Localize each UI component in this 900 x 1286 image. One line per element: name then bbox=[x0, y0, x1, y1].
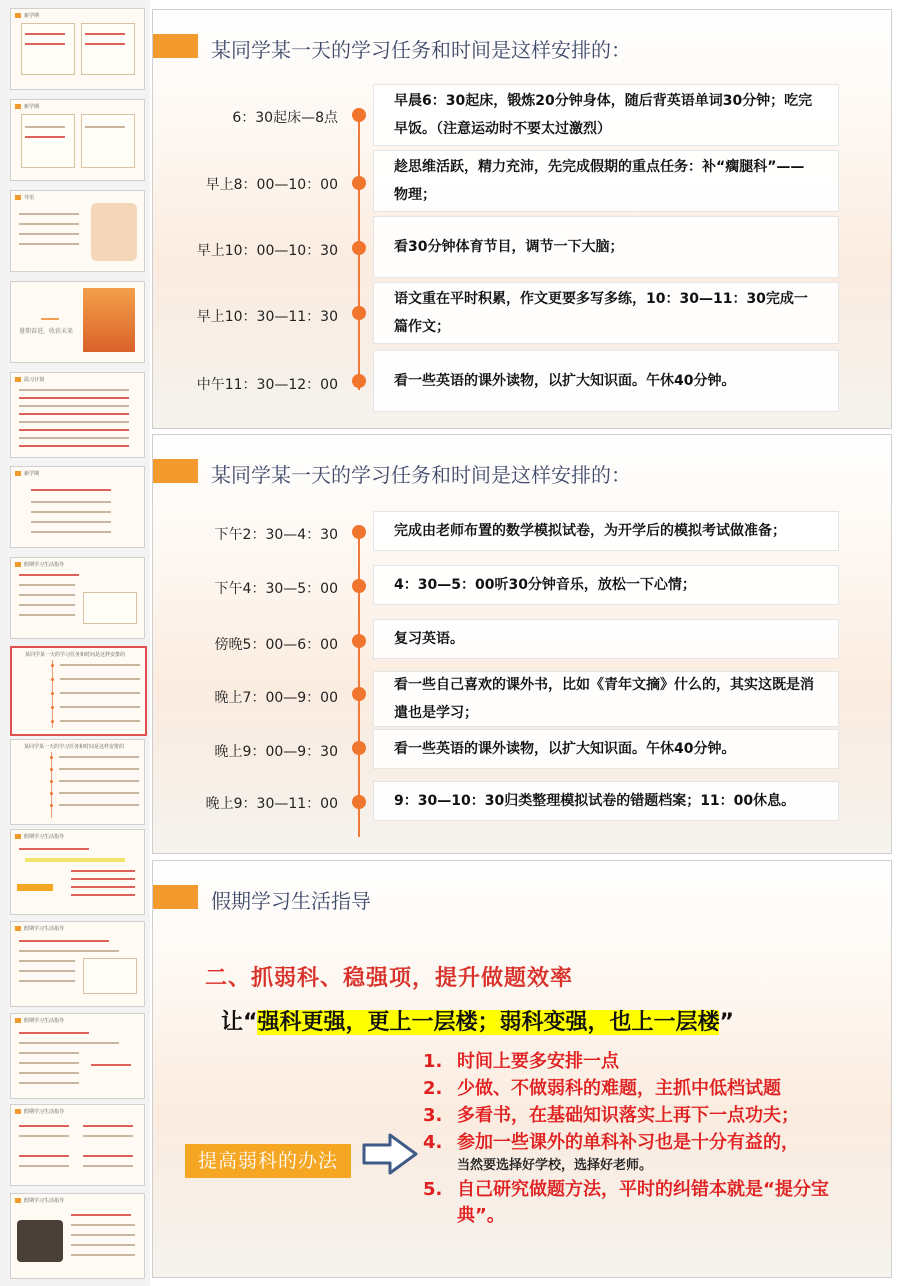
schedule-item: 9：30—10：30归类整理模拟试卷的错题档案；11：00休息。 bbox=[373, 781, 839, 821]
thumb-line bbox=[19, 445, 129, 447]
slide-thumbnail-11[interactable] bbox=[10, 921, 145, 1007]
arrow-right-icon bbox=[360, 1129, 420, 1179]
thumb-accent-bar bbox=[15, 562, 21, 567]
thumb-line bbox=[85, 43, 125, 45]
thumb-line bbox=[25, 43, 65, 45]
timeline-dot bbox=[352, 634, 366, 648]
timeline-dot bbox=[352, 741, 366, 755]
timeline-dot bbox=[352, 795, 366, 809]
thumb-line bbox=[19, 980, 75, 982]
thumb-line bbox=[19, 1052, 79, 1054]
thumb-line bbox=[19, 584, 75, 586]
thumb-line bbox=[19, 614, 75, 616]
thumb-line bbox=[19, 213, 79, 215]
method-list bbox=[423, 1049, 847, 1230]
thumb-accent-bar bbox=[15, 926, 21, 931]
thumb-line bbox=[19, 397, 129, 399]
thumb-line bbox=[41, 318, 59, 320]
slide-study-guide bbox=[152, 860, 892, 1278]
thumb-line bbox=[25, 136, 65, 138]
schedule-item: 语文重在平时积累，作文更要多写多练，10：30—11：30完成一篇作文； bbox=[373, 282, 839, 344]
slide-schedule-morning bbox=[152, 9, 892, 429]
slide-title: 某同学某一天的学习任务和时间是这样安排的： bbox=[211, 38, 631, 62]
time-label: 晚上7：00—9：00 bbox=[214, 690, 338, 706]
thumb-line bbox=[59, 780, 139, 782]
quote-line bbox=[221, 1005, 734, 1036]
thumb-line bbox=[19, 421, 129, 423]
item-text: 时间上要多安排一点 bbox=[457, 1051, 619, 1072]
list-item bbox=[423, 1103, 847, 1129]
thumb-line bbox=[19, 1165, 69, 1167]
thumb-line bbox=[19, 413, 129, 415]
thumb-title: 某同学某一天的学习任务和时间是这样安排的 bbox=[25, 652, 126, 658]
item-number: 5. bbox=[423, 1179, 443, 1200]
thumb-line bbox=[71, 1244, 135, 1246]
timeline-dot bbox=[352, 306, 366, 320]
thumb-line bbox=[19, 223, 79, 225]
thumb-line bbox=[19, 1042, 119, 1044]
item-text: 参加一些课外的单科补习也是十分有益的， bbox=[457, 1132, 799, 1153]
illustration-image bbox=[91, 203, 137, 261]
schedule-item: 看30分钟体育节目，调节一下大脑； bbox=[373, 216, 839, 278]
thumb-line bbox=[83, 1135, 133, 1137]
thumb-line bbox=[19, 574, 79, 576]
thumb-dot bbox=[51, 664, 54, 667]
slide-thumbnail-13[interactable] bbox=[10, 1104, 145, 1186]
time-label: 下午4：30—5：00 bbox=[214, 581, 338, 597]
thumb-title: 某同学某一天的学习任务和时间是这样安排的 bbox=[24, 744, 125, 750]
schedule-item: 趁思维活跃，精力充沛，先完成假期的重点任务：补“瘸腿科”——物理； bbox=[373, 150, 839, 212]
thumb-dot bbox=[50, 768, 53, 771]
thumb-title: 假期学习生活指导 bbox=[24, 834, 65, 840]
thumb-accent-bar bbox=[15, 1198, 21, 1203]
thumb-line bbox=[19, 1032, 89, 1034]
thumb-title: 新学期 bbox=[24, 471, 40, 477]
timeline-dot bbox=[352, 579, 366, 593]
thumb-line bbox=[71, 870, 135, 872]
thumb-title: 假期学习生活指导 bbox=[24, 562, 65, 568]
timeline-dot bbox=[352, 525, 366, 539]
thumb-box bbox=[81, 114, 135, 168]
thumb-line bbox=[19, 594, 75, 596]
photo-image bbox=[17, 1220, 63, 1262]
slide-thumbnail-panel bbox=[0, 0, 150, 1286]
thumb-title: 假期学习生活指导 bbox=[24, 1109, 65, 1115]
thumb-line bbox=[71, 1234, 135, 1236]
quote-close: ” bbox=[719, 1010, 734, 1035]
thumb-line bbox=[19, 243, 79, 245]
slide-thumbnail-1[interactable] bbox=[10, 8, 145, 90]
thumb-title: 新学期 bbox=[24, 104, 40, 110]
thumb-line bbox=[59, 756, 139, 758]
thumb-dot bbox=[51, 692, 54, 695]
thumb-title: 假期学习生活指导 bbox=[24, 1018, 65, 1024]
item-text: 少做、不做弱科的难题，主抓中低档试题 bbox=[457, 1078, 781, 1099]
time-label: 早上10：30—11：30 bbox=[196, 309, 338, 325]
thumb-line bbox=[59, 792, 139, 794]
sunset-image bbox=[83, 288, 135, 352]
thumb-line bbox=[31, 501, 111, 503]
time-label: 晚上9：30—11：00 bbox=[205, 796, 338, 812]
slide-thumbnail-9[interactable] bbox=[10, 739, 145, 825]
thumb-line bbox=[19, 389, 129, 391]
thumb-line bbox=[19, 1155, 69, 1157]
thumb-accent-bar bbox=[15, 1109, 21, 1114]
thumb-accent-bar bbox=[15, 195, 21, 200]
slide-thumbnail-2[interactable] bbox=[10, 99, 145, 181]
thumb-dot bbox=[50, 804, 53, 807]
slide-thumbnail-12[interactable] bbox=[10, 1013, 145, 1099]
timeline-line bbox=[358, 525, 360, 837]
thumb-caption: 暑期奋进，收获未来 bbox=[19, 328, 74, 335]
title-accent-bar bbox=[153, 34, 198, 58]
timeline-dot bbox=[352, 241, 366, 255]
thumb-line bbox=[71, 886, 135, 888]
slide-schedule-afternoon bbox=[152, 434, 892, 854]
thumb-line bbox=[25, 126, 65, 128]
thumb-line bbox=[83, 1155, 133, 1157]
item-number: 2. bbox=[423, 1078, 443, 1099]
thumb-highlight bbox=[25, 858, 125, 862]
item-number: 4. bbox=[423, 1132, 443, 1153]
slide-thumbnail-4[interactable] bbox=[10, 281, 145, 363]
thumb-line bbox=[19, 604, 75, 606]
thumb-line bbox=[31, 511, 111, 513]
thumb-line bbox=[19, 970, 75, 972]
slide-thumbnail-10[interactable] bbox=[10, 829, 145, 915]
thumb-line bbox=[19, 1072, 79, 1074]
thumb-line bbox=[19, 940, 109, 942]
timeline-dot bbox=[352, 176, 366, 190]
thumb-box bbox=[83, 958, 137, 994]
thumb-line bbox=[71, 878, 135, 880]
slide-thumbnail-3[interactable] bbox=[10, 190, 145, 272]
time-label: 晚上9：00—9：30 bbox=[214, 744, 338, 760]
slide-thumbnail-14[interactable] bbox=[10, 1193, 145, 1279]
thumb-line bbox=[71, 1254, 135, 1256]
slide-thumbnail-7[interactable] bbox=[10, 557, 145, 639]
list-item bbox=[423, 1177, 847, 1229]
section-heading: 二、抓弱科、稳强项，提升做题效率 bbox=[205, 966, 574, 991]
item-text: 自己研究做题方法，平时的纠错本就是“提分宝典”。 bbox=[457, 1179, 829, 1226]
thumb-line bbox=[85, 126, 125, 128]
thumb-box bbox=[83, 592, 137, 624]
thumb-dot bbox=[50, 756, 53, 759]
slide-thumbnail-5[interactable] bbox=[10, 372, 145, 458]
thumb-dot bbox=[50, 780, 53, 783]
schedule-item: 看一些英语的课外读物，以扩大知识面。午休40分钟。 bbox=[373, 350, 839, 412]
thumb-line bbox=[19, 429, 129, 431]
time-label: 6：30起床—8点 bbox=[232, 110, 338, 126]
thumb-box bbox=[21, 23, 75, 75]
title-accent-bar bbox=[153, 459, 198, 483]
thumb-line bbox=[60, 692, 140, 694]
thumb-line bbox=[59, 804, 139, 806]
thumb-title: 温习计划 bbox=[24, 377, 45, 383]
schedule-item: 完成由老师布置的数学模拟试卷，为开学后的模拟考试做准备； bbox=[373, 511, 839, 551]
schedule-item: 复习英语。 bbox=[373, 619, 839, 659]
thumb-line bbox=[19, 1135, 69, 1137]
thumb-line bbox=[71, 894, 135, 896]
item-text: 多看书，在基础知识落实上再下一点功夫； bbox=[457, 1105, 799, 1126]
thumb-dot bbox=[51, 706, 54, 709]
thumb-accent-bar bbox=[15, 471, 21, 476]
thumb-line bbox=[71, 1224, 135, 1226]
time-label: 傍晚5：00—6：00 bbox=[214, 637, 338, 653]
thumb-accent-bar bbox=[15, 1018, 21, 1023]
thumb-line bbox=[60, 720, 140, 722]
thumb-line bbox=[31, 521, 111, 523]
time-label: 早上8：00—10：00 bbox=[205, 177, 338, 193]
thumb-title: 假期学习生活指导 bbox=[24, 1198, 65, 1204]
thumb-timeline bbox=[51, 752, 52, 818]
thumb-line bbox=[19, 960, 75, 962]
thumb-line bbox=[19, 950, 119, 952]
time-label: 中午11：30—12：00 bbox=[196, 377, 338, 393]
thumb-line bbox=[19, 437, 129, 439]
thumb-accent-bar bbox=[15, 13, 21, 18]
thumb-line bbox=[83, 1165, 133, 1167]
item-note: 当然要选择好学校，选择好老师。 bbox=[457, 1158, 653, 1173]
time-label: 下午2：30—4：30 bbox=[214, 527, 338, 543]
thumb-line bbox=[19, 1125, 69, 1127]
thumb-line bbox=[19, 405, 129, 407]
slide-thumbnail-8-selected[interactable] bbox=[10, 646, 147, 736]
thumb-accent-bar bbox=[15, 377, 21, 382]
thumb-line bbox=[19, 848, 89, 850]
thumb-label bbox=[17, 884, 53, 891]
time-label: 早上10：00—10：30 bbox=[196, 243, 338, 259]
thumb-line bbox=[31, 489, 111, 491]
thumb-line bbox=[60, 664, 140, 666]
thumb-line bbox=[19, 1062, 79, 1064]
thumb-title: 导语 bbox=[24, 195, 35, 201]
thumb-accent-bar bbox=[15, 834, 21, 839]
thumb-line bbox=[60, 678, 140, 680]
thumb-line bbox=[25, 33, 65, 35]
slide-title: 假期学习生活指导 bbox=[211, 889, 371, 913]
timeline-dot bbox=[352, 374, 366, 388]
slide-title: 某同学某一天的学习任务和时间是这样安排的： bbox=[211, 463, 631, 487]
thumb-line bbox=[19, 233, 79, 235]
timeline-dot bbox=[352, 687, 366, 701]
schedule-item: 看一些英语的课外读物，以扩大知识面。午休40分钟。 bbox=[373, 729, 839, 769]
list-item bbox=[423, 1076, 847, 1102]
thumb-line bbox=[31, 531, 111, 533]
method-label: 提高弱科的办法 bbox=[185, 1144, 351, 1178]
list-item bbox=[423, 1130, 847, 1176]
thumb-line bbox=[83, 1125, 133, 1127]
thumb-accent-bar bbox=[15, 104, 21, 109]
timeline-dot bbox=[352, 108, 366, 122]
thumb-title: 假期学习生活指导 bbox=[24, 926, 65, 932]
schedule-item: 早晨6：30起床，锻炼20分钟身体，随后背英语单词30分钟；吃完早饭。（注意运动时不要太过激烈） bbox=[373, 84, 839, 146]
thumb-line bbox=[60, 706, 140, 708]
schedule-item: 看一些自己喜欢的课外书，比如《青年文摘》什么的，其实这既是消遣也是学习； bbox=[373, 671, 839, 727]
thumb-line bbox=[71, 1214, 131, 1216]
thumb-dot bbox=[50, 792, 53, 795]
thumb-line bbox=[59, 768, 139, 770]
thumb-dot bbox=[51, 678, 54, 681]
quote-highlight: 强科更强，更上一层楼；弱科变强，也上一层楼 bbox=[257, 1010, 720, 1035]
item-number: 3. bbox=[423, 1105, 443, 1126]
thumb-dot bbox=[51, 720, 54, 723]
thumb-line bbox=[19, 1082, 79, 1084]
thumb-line bbox=[85, 33, 125, 35]
schedule-item: 4：30—5：00听30分钟音乐，放松一下心情； bbox=[373, 565, 839, 605]
title-accent-bar bbox=[153, 885, 198, 909]
list-item bbox=[423, 1049, 847, 1075]
quote-open: 让“ bbox=[221, 1010, 258, 1035]
thumb-box bbox=[81, 23, 135, 75]
thumb-title: 新学期 bbox=[24, 13, 40, 19]
item-number: 1. bbox=[423, 1051, 443, 1072]
thumb-box bbox=[21, 114, 75, 168]
thumb-line bbox=[91, 1064, 131, 1066]
slide-thumbnail-6[interactable] bbox=[10, 466, 145, 548]
